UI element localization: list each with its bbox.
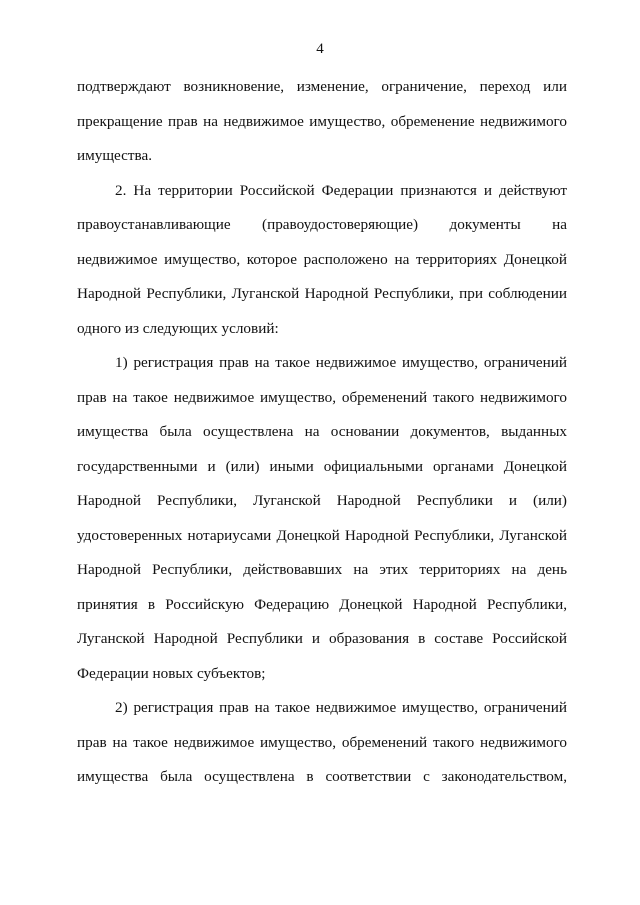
text-line: одного из следующих условий: (77, 319, 279, 337)
text-line: Луганской Народной Республики и образования в составе Российской (77, 630, 567, 647)
list-item-1-start: 1) регистрация прав на такое недвижимое имущество, ограничений (115, 354, 567, 371)
list-item-2-start: 2) регистрация прав на такое недвижимое имущество, ограничений (115, 699, 567, 716)
text-line: прекращение прав на недвижимое имущество, обременение недвижимого (77, 112, 567, 130)
page-number: 4 (316, 41, 324, 57)
text-line: недвижимое имущество, которое расположено на территориях Донецкой (77, 250, 567, 268)
text-line: Федерации новых субъектов; (77, 664, 266, 682)
text-line: прав на такое недвижимое имущество, обременений такого недвижимого (77, 733, 567, 751)
text-line: прав на такое недвижимое имущество, обременений такого недвижимого (77, 388, 567, 406)
text-line: Народной Республики, действовавших на этих территориях на день (77, 561, 567, 578)
text-line: подтверждают возникновение, изменение, ограничение, переход или (77, 78, 567, 95)
text-line: Народной Республики, Луганской Народной Республики, при соблюдении (77, 285, 567, 302)
paragraph-2-start: 2. На территории Российской Федерации признаются и действуют (115, 181, 567, 199)
text-line: удостоверенных нотариусами Донецкой Народной Республики, Луганской (77, 526, 567, 544)
text-line: принятия в Российскую Федерацию Донецкой Народной Республики, (77, 595, 567, 613)
text-line: имущества была осуществлена в соответствии с законодательством, (77, 768, 567, 785)
text-line: имущества была осуществлена на основании документов, выданных (77, 423, 567, 440)
text-line: имущества. (77, 147, 153, 164)
document-body (77, 70, 567, 795)
text-line: правоустанавливающие (правоудостоверяющие) документы на (77, 216, 567, 233)
text-line: государственными и (или) иными официальными органами Донецкой (77, 457, 567, 475)
text-line: Народной Республики, Луганской Народной Республики и (или) (77, 492, 567, 509)
